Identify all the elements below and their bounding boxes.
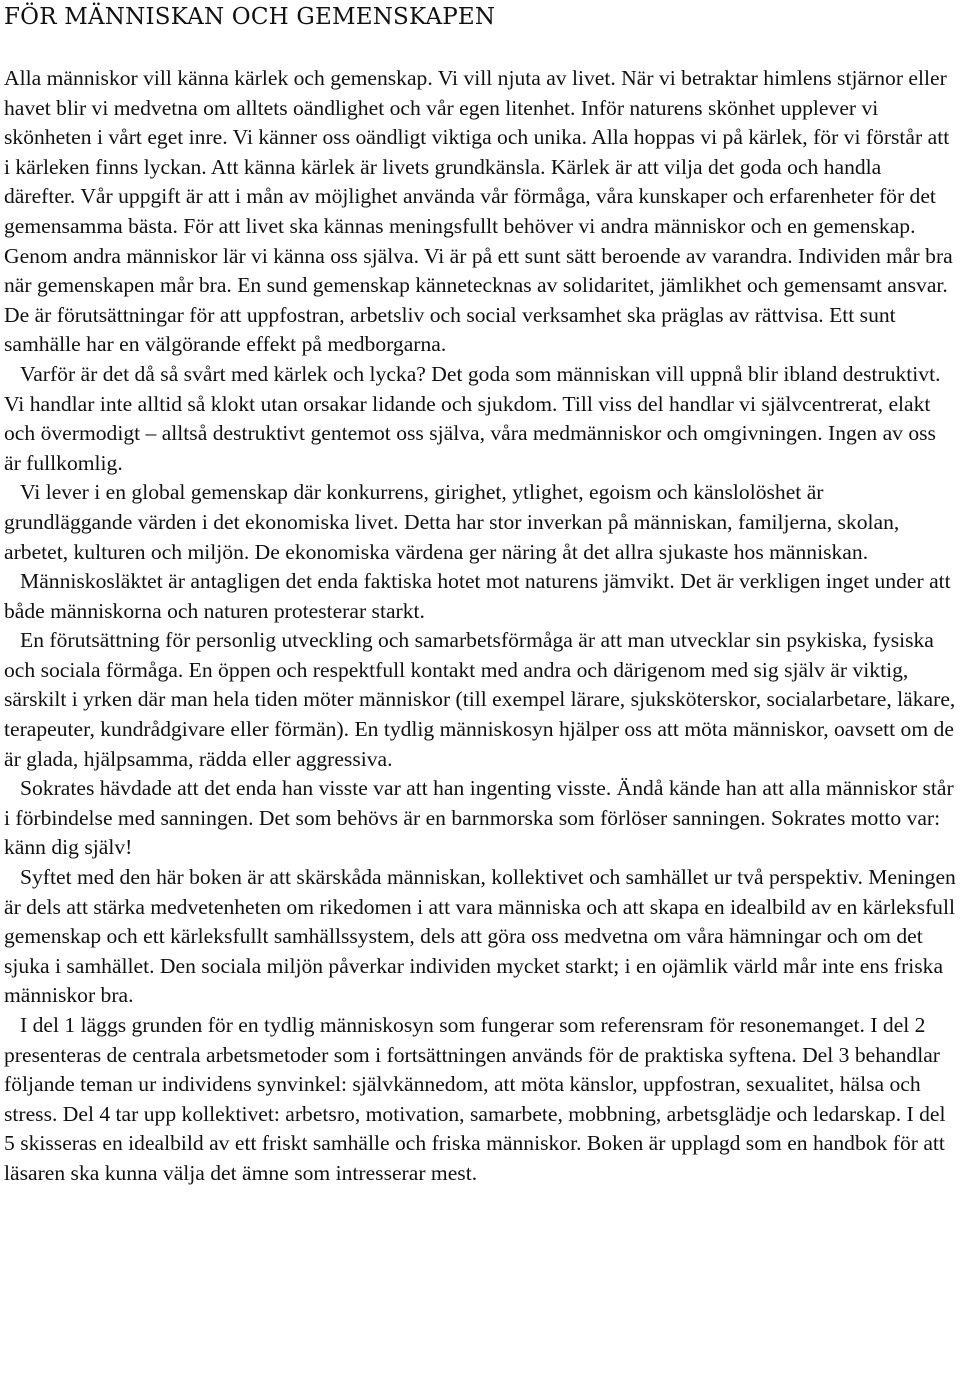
paragraph-socrates: Sokrates hävdade att det enda han visste var att han ingenting visste. Ändå kände han att alla människor står i förbindelse med sanningen. Det som behövs är en barnmorska som förlöser sanningen. Sokrates motto var: känn dig själv! [4,776,954,860]
body-text [4,64,956,1189]
paragraph-love-and-happiness: Varför är det då så svårt med kärlek och lycka? Det goda som människan vill uppnå blir ibland destruktivt. Vi handlar inte alltid så klokt utan orsakar lidande och sjukdom. Till viss del handlar vi självcentrerat, elakt och övermodigt – alltså destruktivt gentemot oss själva, våra medmänniskor och omgivningen. Ingen av oss är fullkomlig. [4,361,941,475]
document-page [4,0,956,1189]
paragraph-book-structure: I del 1 läggs grunden för en tydlig människosyn som fungerar som referensram för resonemanget. I del 2 presenteras de centrala arbetsmetoder som i fortsättningen används för de praktiska syftena. Del 3 behandlar följande teman ur individens synvinkel: självkännedom, att möta känslor, uppfostran, sexualitet, hälsa och stress. Del 4 tar upp kollektivet: arbetsro, motivation, samarbete, mobbning, arbetsglädje och ledarskap. I del 5 skisseras en idealbild av ett friskt samhälle och friska människor. Boken är upplagd som en handbok för att läsaren ska kunna välja det ämne som intresserar mest. [4,1013,946,1185]
paragraph-mankind-threat: Människosläktet är antagligen det enda faktiska hotet mot naturens jämvikt. Det är verkligen inget under att både människorna och naturen protesterar starkt. [4,569,951,623]
paragraph-global-community: Vi lever i en global gemenskap där konkurrens, girighet, ytlighet, egoism och känslolöshet är grundläggande värden i det ekonomiska livet. Detta har stor inverkan på människan, familjerna, skolan, arbetet, kulturen och miljön. De ekonomiska värdena ger näring åt det allra sjukaste hos människan. [4,480,900,564]
page-title: FÖR MÄNNISKAN OCH GEMENSKAPEN [4,4,496,30]
paragraph-intro: Alla människor vill känna kärlek och gemenskap. Vi vill njuta av livet. När vi betraktar himlens stjärnor eller havet blir vi medvetna om alltets oändlighet och vår egen litenhet. Inför naturens skönhet upplever vi skönheten i vårt eget inre. Vi känner oss oändligt viktiga och unika. Alla hoppas vi på kärlek, för vi förstår att i kärleken finns lyckan. Att känna kärlek är livets grundkänsla. Kärlek är att vilja det goda och handla därefter. Vår uppgift är att i mån av möjlighet använda vår förmåga, våra kunskaper och erfarenheter för det gemensamma bästa. För att livet ska kännas meningsfullt behöver vi andra människor och en gemenskap. Genom andra människor lär vi känna oss själva. Vi är på ett sunt sätt beroende av varandra. Individen mår bra när gemenskapen mår bra. En sund gemenskap kännetecknas av solidaritet, jämlikhet och gemensamt ansvar. De är förutsättningar för att uppfostran, arbetsliv och social verksamhet ska präglas av rättvisa. Ett sunt samhälle har en välgörande effekt på medborgarna. [4,66,953,357]
paragraph-personal-development: En förutsättning för personlig utveckling och samarbetsförmåga är att man utvecklar sin psykiska, fysiska och sociala förmåga. En öppen och respektfull kontakt med andra och därigenom med sig själv är viktig, särskilt i yrken där man hela tiden möter människor (till exempel lärare, sjuksköterskor, socialarbetare, läkare, terapeuter, kundrådgivare eller förmän). En tydlig människosyn hjälper oss att möta människor, oavsett om de är glada, hjälpsamma, rädda eller aggressiva. [4,628,956,771]
paragraph-book-purpose: Syftet med den här boken är att skärskåda människan, kollektivet och samhället ur två perspektiv. Meningen är dels att stärka medvetenheten om rikedomen i att vara människa och att skapa en idealbild av en kärleksfull gemenskap och ett kärleksfullt samhällssystem, dels att göra oss medvetna om våra hämningar och om det sjuka i samhället. Den sociala miljön påverkar individen mycket starkt; i en ojämlik värld mår inte ens friska människor bra. [4,865,956,1008]
